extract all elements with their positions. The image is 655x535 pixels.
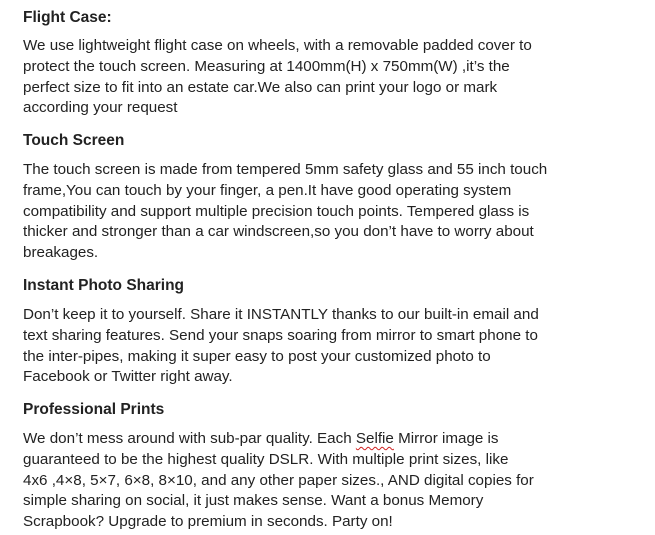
text-line: according your request	[23, 99, 178, 117]
text-line: thicker and stronger than a car windscreen,so you don’t have to worry about	[23, 223, 534, 241]
section-body-flight-case	[23, 36, 532, 119]
misspelled-word: Selfie	[355, 430, 394, 447]
text-line	[23, 429, 534, 450]
text-line: guaranteed to be the highest quality DSLR. With multiple print sizes, like	[23, 450, 509, 468]
text-line: text sharing features. Send your snaps soaring from mirror to smart phone to	[23, 326, 538, 344]
section-heading-touch-screen: Touch Screen	[23, 132, 125, 149]
section-body-professional-prints	[23, 429, 534, 533]
text-line: compatibility and support multiple precision touch points. Tempered glass is	[23, 202, 530, 220]
text-fragment: Mirror image is	[393, 430, 499, 447]
text-line: Scrapbook? Upgrade to premium in seconds. Party on!	[23, 513, 393, 531]
text-line: frame,You can touch by your finger, a pen.It have good operating system	[23, 181, 512, 199]
text-fragment: We don’t mess around with sub-par quality. Each	[23, 430, 356, 447]
text-line: Facebook or Twitter right away.	[23, 368, 233, 386]
section-body-touch-screen	[23, 160, 547, 264]
text-line: 4x6 ,4×8, 5×7, 6×8, 8×10, and any other paper sizes., AND digital copies for	[23, 471, 534, 489]
text-line: breakages.	[23, 244, 99, 262]
section-body-photo-sharing	[23, 305, 539, 388]
section-heading-flight-case: Flight Case:	[23, 9, 112, 26]
section-heading-professional-prints: Professional Prints	[23, 401, 165, 418]
section-heading-photo-sharing: Instant Photo Sharing	[23, 277, 185, 294]
text-line: protect the touch screen. Measuring at 1400mm(H) x 750mm(W) ,it’s the	[23, 57, 510, 75]
text-line: Don’t keep it to yourself. Share it INSTANTLY thanks to our built-in email and	[23, 306, 539, 323]
text-line: simple sharing on social, it just makes sense. Want a bonus Memory	[23, 492, 484, 510]
text-line: We use lightweight flight case on wheels, with a removable padded cover to	[23, 37, 532, 54]
text-line: perfect size to fit into an estate car.We also can print your logo or mark	[23, 78, 498, 96]
text-line: the inter-pipes, making it super easy to post your customized photo to	[23, 347, 491, 365]
text-line: The touch screen is made from tempered 5mm safety glass and 55 inch touch	[23, 161, 548, 178]
